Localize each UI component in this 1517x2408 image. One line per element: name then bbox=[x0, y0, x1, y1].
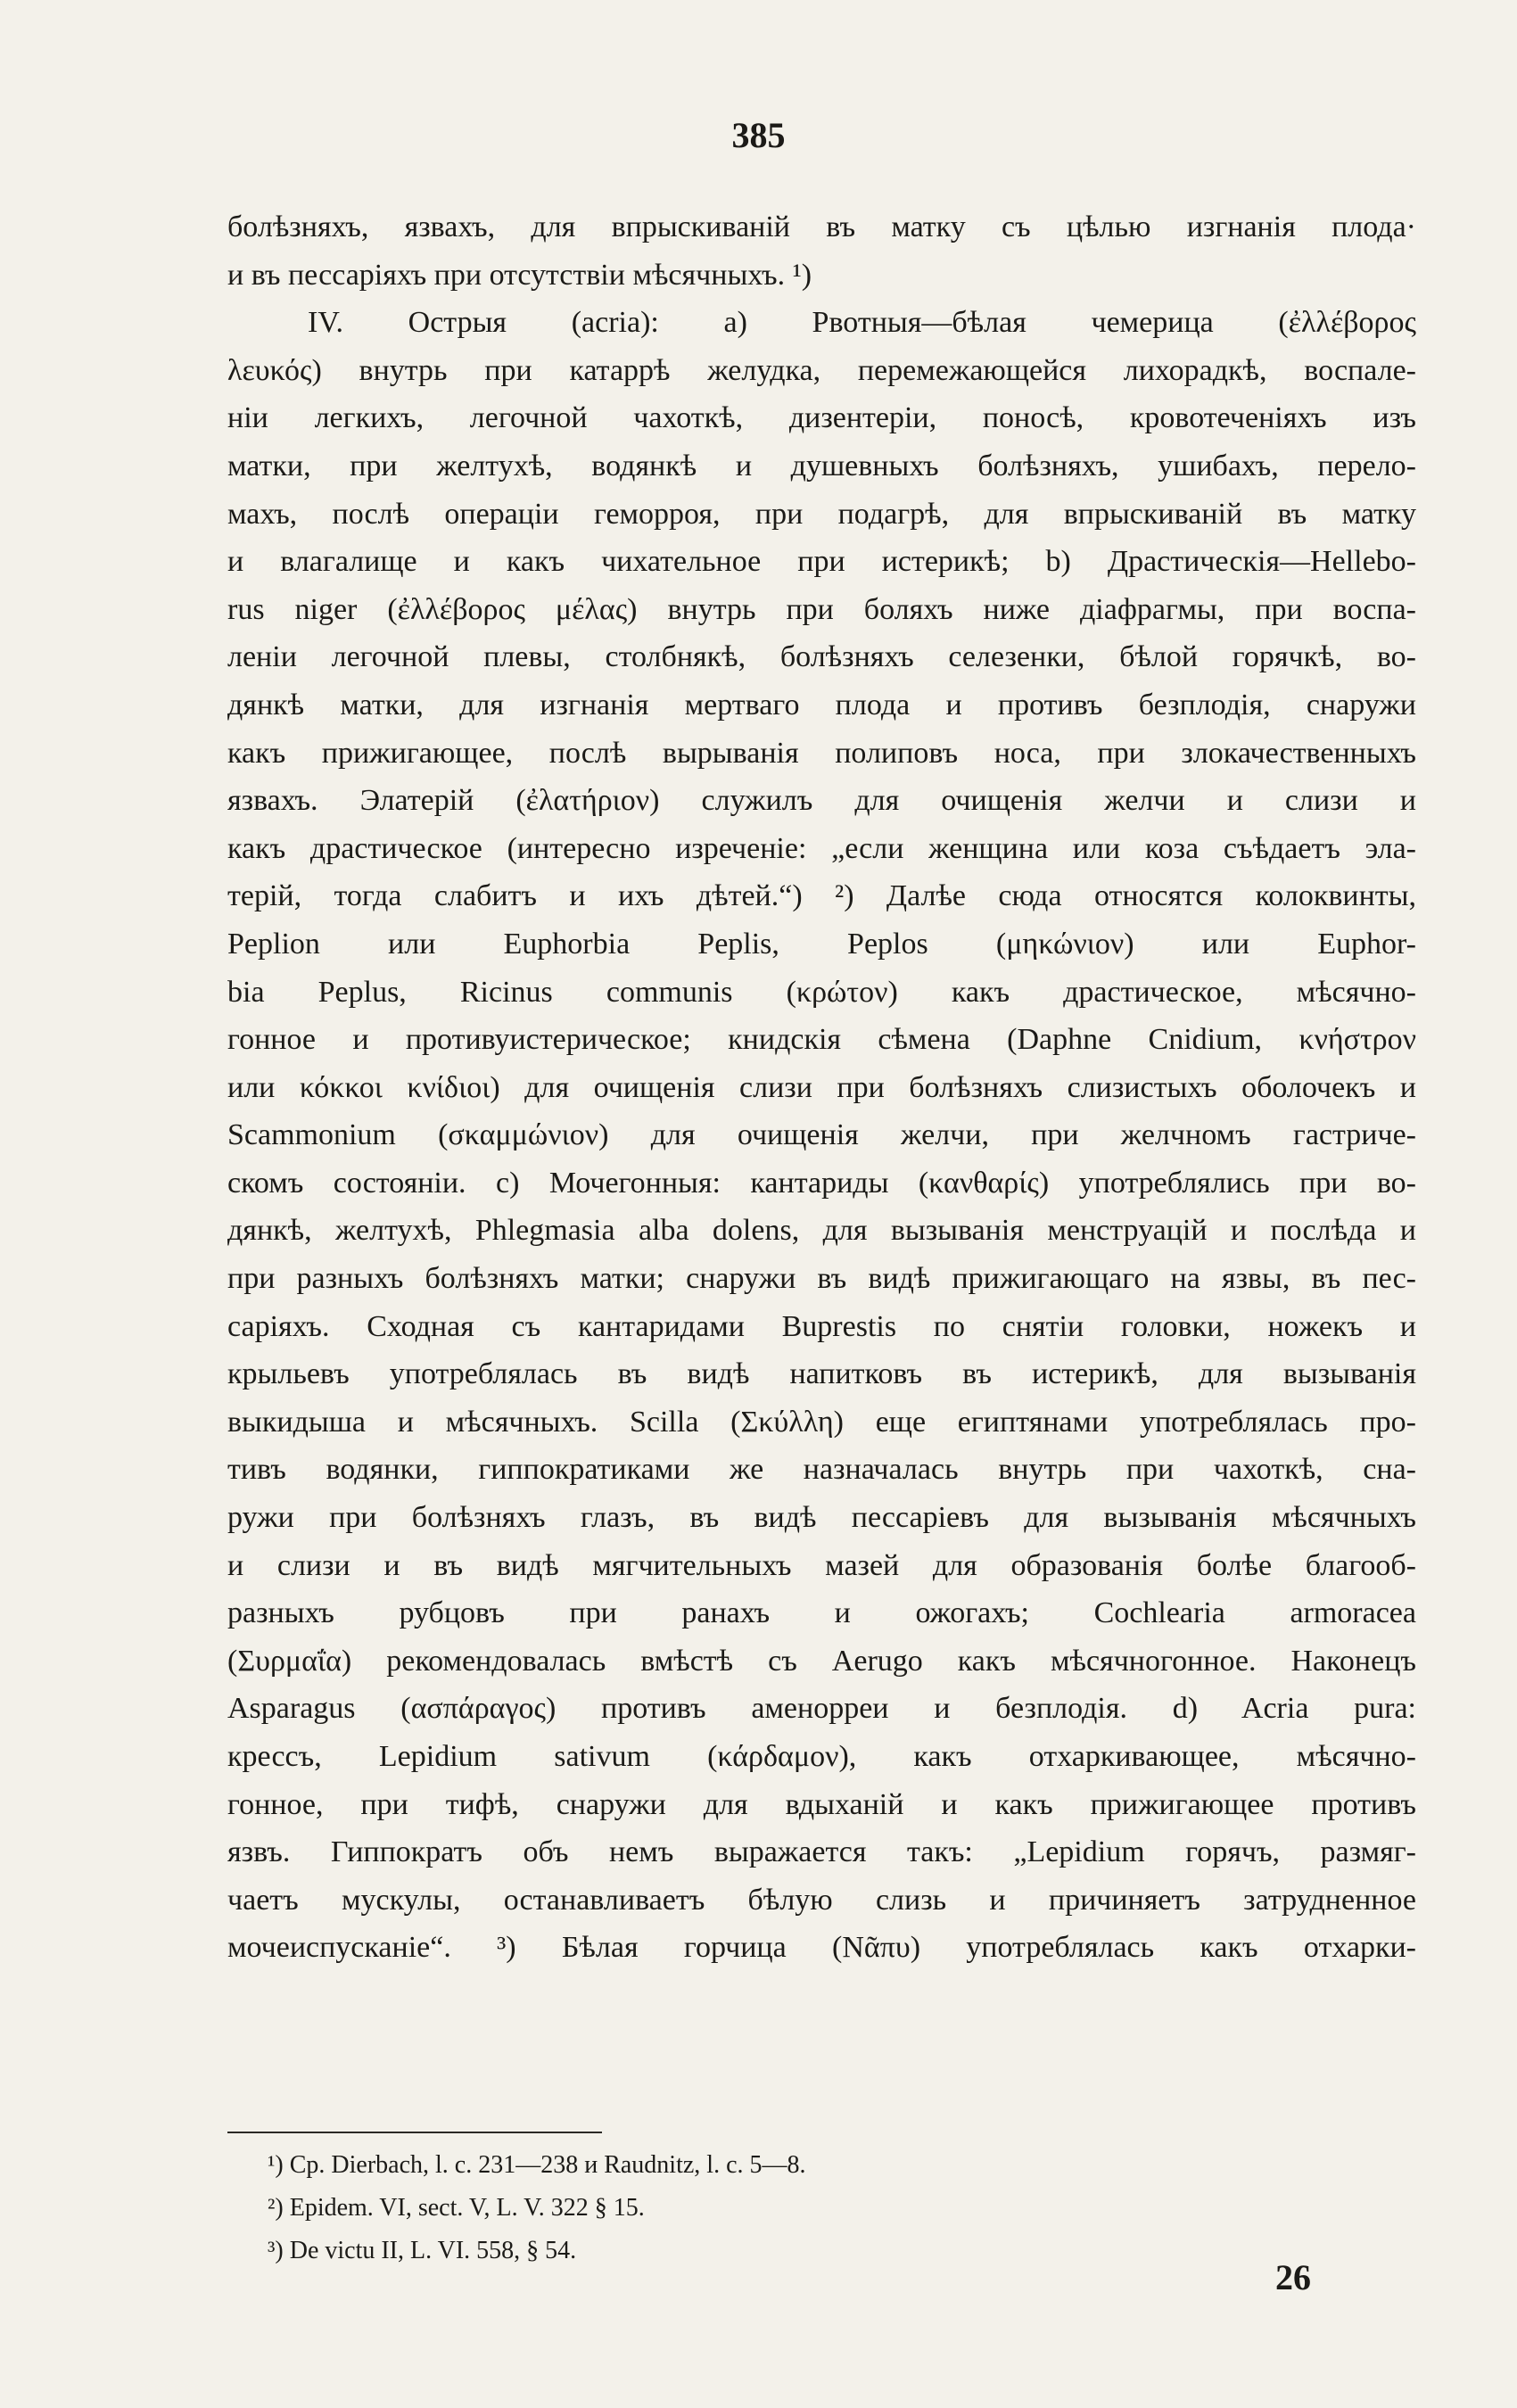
text-line: или κόκκοι κνίδιοι) для очищенія слизи при болѣзняхъ слизистыхъ оболочекъ и bbox=[227, 1070, 1416, 1104]
footnote: ²) Epidem. VI, sect. V, L. V. 322 § 15. bbox=[268, 2194, 645, 2222]
text-line: крыльевъ употреблялась въ видѣ напитковъ въ истерикѣ, для вызыванія bbox=[227, 1357, 1416, 1391]
text-line: (Συρμαΐα) рекомендовалась вмѣстѣ съ Aerugo какъ мѣсячногонное. Наконецъ bbox=[227, 1644, 1416, 1678]
footnote: ³) De victu II, L. VI. 558, § 54. bbox=[268, 2237, 577, 2264]
text-line: λευκός) внутрь при катаррѣ желудка, перемежающейся лихорадкѣ, воспале- bbox=[227, 353, 1416, 387]
text-line: Peplion или Euphorbia Peplis, Peplos (μηκώνιον) или Euphor- bbox=[227, 927, 1416, 961]
text-line: rus niger (ἐλλέβορος μέλας) внутрь при боляхъ ниже діафрагмы, при воспа- bbox=[227, 592, 1416, 626]
text-line: гонное, при тифѣ, снаружи для вдыханій и какъ прижигающее противъ bbox=[227, 1787, 1416, 1821]
footnote: ¹) Cp. Dierbach, l. c. 231—238 и Raudnitz, l. c. 5—8. bbox=[268, 2151, 806, 2179]
text-line: и слизи и въ видѣ мягчительныхъ мазей для образованія болѣе благооб- bbox=[227, 1548, 1416, 1582]
text-line: крессъ, Lepidium sativum (κάρδαμον), какъ отхаркивающее, мѣсячно- bbox=[227, 1740, 1416, 1773]
text-line: болѣзняхъ, язвахъ, для впрыскиваній въ матку съ цѣлью изгнанія плода· bbox=[227, 210, 1416, 243]
text-line: скомъ состояніи. c) Мочегонныя: кантариды (κανθαρίς) употреблялись при во- bbox=[227, 1166, 1416, 1200]
text-line: дянкѣ матки, для изгнанія мертваго плода и противъ безплодія, снаружи bbox=[227, 688, 1416, 722]
text-line: саріяхъ. Сходная съ кантаридами Buprestis по снятіи головки, ножекъ и bbox=[227, 1309, 1416, 1343]
signature-mark: 26 bbox=[1275, 2257, 1311, 2297]
text-line: bia Peplus, Ricinus communis (κρώτον) какъ драстическое, мѣсячно- bbox=[227, 975, 1416, 1009]
text-line: разныхъ рубцовъ при ранахъ и ожогахъ; Cochlearia armoracea bbox=[227, 1596, 1416, 1630]
body-text bbox=[227, 203, 1416, 1972]
text-line: ніи легкихъ, легочной чахоткѣ, дизентеріи, поносѣ, кровотеченіяхъ изъ bbox=[227, 401, 1416, 435]
text-line: при разныхъ болѣзняхъ матки; снаружи въ видѣ прижигающаго на язвы, въ пес- bbox=[227, 1262, 1416, 1296]
text-line: терій, тогда слабитъ и ихъ дѣтей.“) ²) Далѣе сюда относятся колоквинты, bbox=[227, 879, 1416, 913]
text-line: ружи при болѣзняхъ глазъ, въ видѣ пессаріевъ для вызыванія мѣсячныхъ bbox=[227, 1501, 1416, 1535]
text-line: Scammonium (σκαμμώνιον) для очищенія желчи, при желчномъ гастриче- bbox=[227, 1118, 1416, 1152]
text-line: какъ драстическое (интересно изреченіе: „если женщина или коза съѣдаетъ эла- bbox=[227, 831, 1416, 865]
text-line: мочеиспусканіе“. ³) Бѣлая горчица (Νᾶπυ) употреблялась какъ отхарки- bbox=[227, 1931, 1416, 1965]
text-line: какъ прижигающее, послѣ вырыванія полиповъ носа, при злокачественныхъ bbox=[227, 736, 1416, 770]
text-line: гонное и противуистерическое; книдскія сѣмена (Daphne Cnidium, κνήστρον bbox=[227, 1023, 1416, 1057]
text-line: язвахъ. Элатерій (ἐλατήριον) служилъ для очищенія желчи и слизи и bbox=[227, 784, 1416, 818]
text-line: матки, при желтухѣ, водянкѣ и душевныхъ болѣзняхъ, ушибахъ, перело- bbox=[227, 449, 1416, 482]
text-line: и влагалище и какъ чихательное при истерикѣ; b) Драстическія—Hellebo- bbox=[227, 545, 1416, 579]
text-line: чаетъ мускулы, останавливаетъ бѣлую слизь и причиняетъ затрудненное bbox=[227, 1883, 1416, 1917]
text-line: язвъ. Гиппократъ объ немъ выражается такъ: „Lepidium горячъ, размяг- bbox=[227, 1835, 1416, 1869]
page-number: 385 bbox=[731, 115, 786, 155]
text-line: тивъ водянки, гиппократиками же назначалась внутрь при чахоткѣ, сна- bbox=[227, 1453, 1416, 1487]
text-line: и въ пессаріяхъ при отсутствіи мѣсячныхъ. ¹) bbox=[227, 258, 812, 292]
footnote-divider bbox=[227, 2132, 602, 2133]
footnotes bbox=[268, 2144, 1338, 2272]
text-line: Asparagus (ασπάραγος) противъ аменорреи и безплодія. d) Acria pura: bbox=[227, 1692, 1416, 1726]
text-line: выкидыша и мѣсячныхъ. Scilla (Σκύλλη) еще египтянами употреблялась про- bbox=[227, 1405, 1416, 1439]
text-line: леніи легочной плевы, столбнякѣ, болѣзняхъ селезенки, бѣлой горячкѣ, во- bbox=[227, 640, 1416, 674]
text-line: махъ, послѣ операціи геморроя, при подагрѣ, для впрыскиваній въ матку bbox=[227, 497, 1416, 531]
text-line: IV. Острыя (acria): a) Рвотныя—бѣлая чемерица (ἐλλέβορος bbox=[308, 306, 1416, 340]
text-line: дянкѣ, желтухѣ, Phlegmasia alba dolens, для вызыванія менструацій и послѣда и bbox=[227, 1214, 1416, 1248]
